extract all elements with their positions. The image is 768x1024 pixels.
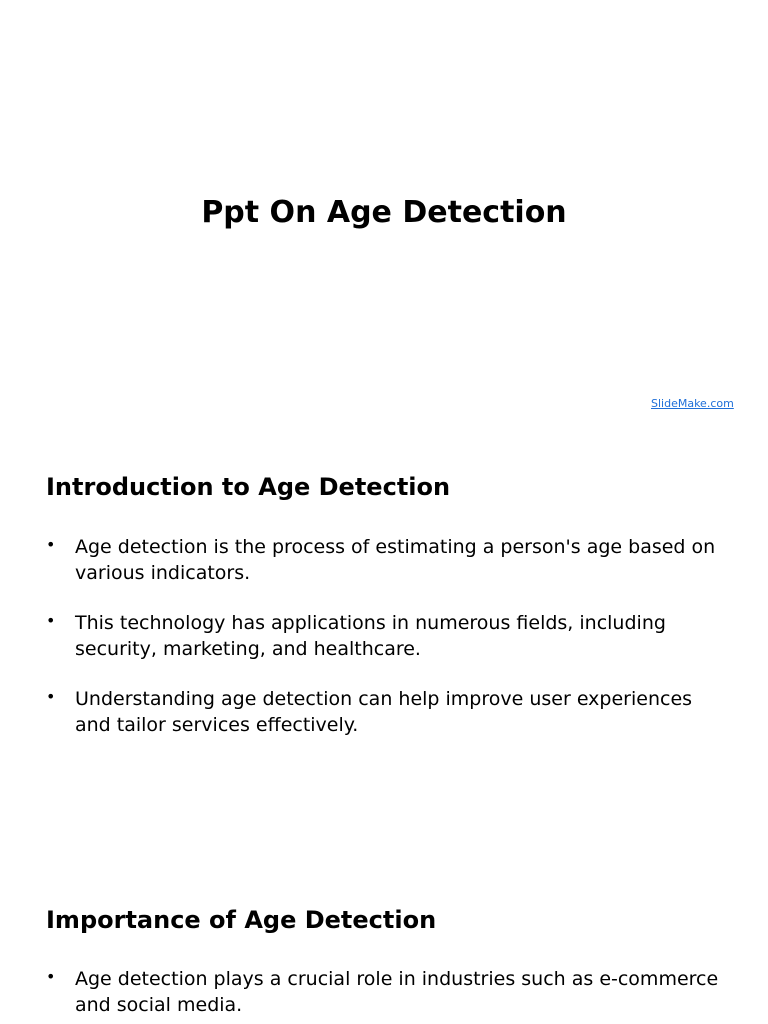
- list-item: [46, 534, 726, 586]
- bullet-text: Understanding age detection can help improve user experiences and tailor services effectively.: [75, 688, 693, 736]
- bullet-icon: •: [46, 611, 56, 630]
- list-item: [46, 686, 726, 738]
- list-item: [46, 610, 726, 662]
- importance-bullet-list: [46, 966, 726, 1018]
- bullet-text: This technology has applications in numerous fields, including security, marketing, and healthcare.: [75, 612, 666, 660]
- bullet-text: Age detection is the process of estimating a person's age based on various indicators.: [75, 536, 716, 584]
- intro-bullet-list: [46, 534, 726, 738]
- bullet-icon: •: [46, 687, 56, 706]
- bullet-icon: •: [46, 967, 56, 986]
- importance-heading: Importance of Age Detection: [46, 906, 437, 934]
- bullet-text: Age detection plays a crucial role in industries such as e-commerce and social media.: [75, 968, 719, 1016]
- bullet-icon: •: [46, 535, 56, 554]
- slidemake-credit-link[interactable]: SlideMake.com: [651, 397, 734, 410]
- intro-heading: Introduction to Age Detection: [46, 473, 451, 501]
- list-item: [46, 966, 726, 1018]
- presentation-title: Ppt On Age Detection: [201, 195, 567, 230]
